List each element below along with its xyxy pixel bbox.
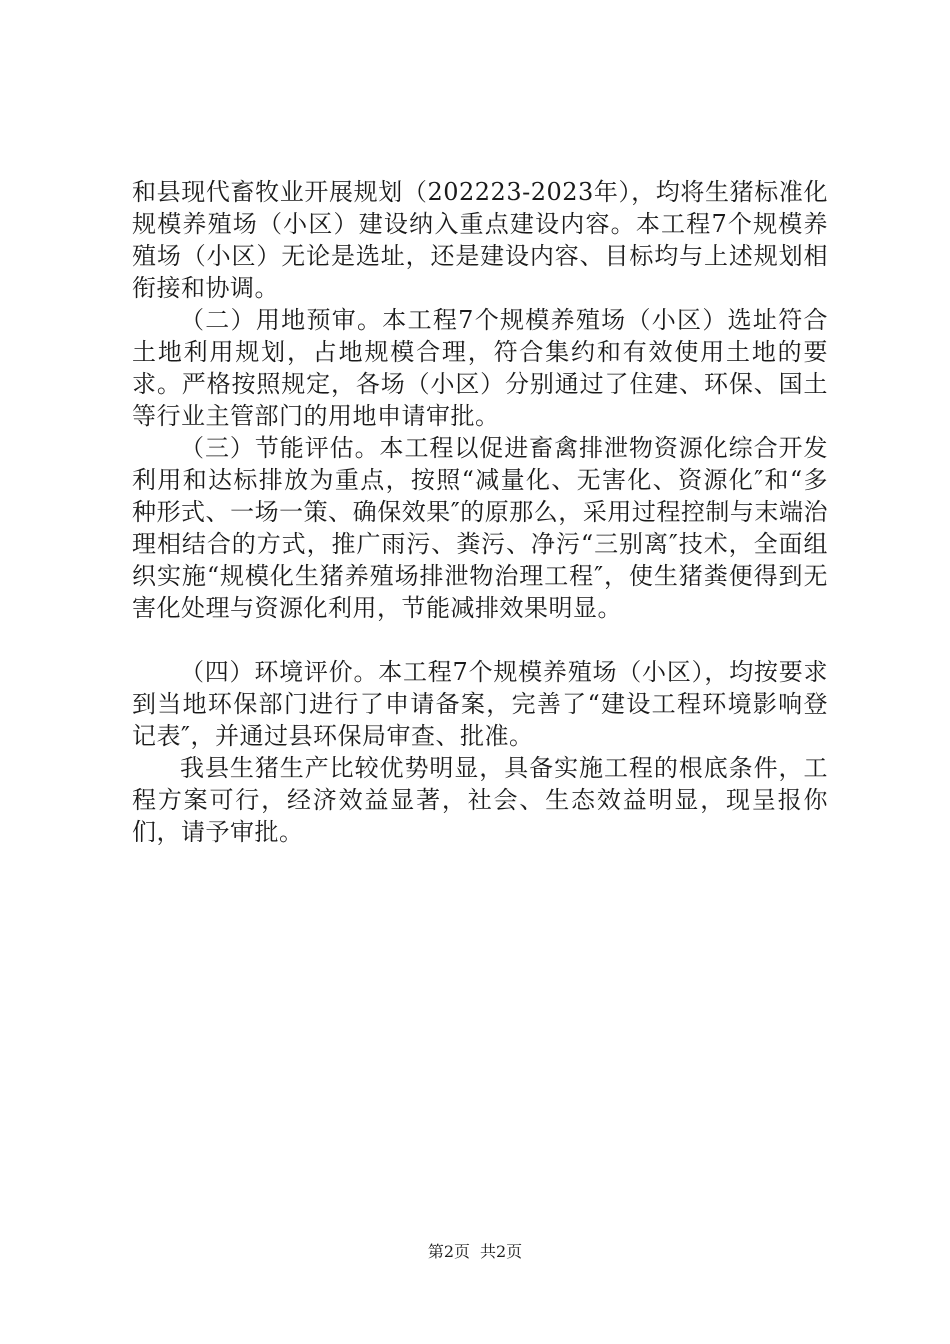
paragraph-land-use-review: （二）用地预审。本工程7个规模养殖场（小区）选址符合土地利用规划，占地规模合理，符合集约和有效使用土地的要求。严格按照规定，各场（小区）分别通过了住建、环保、国土等行业主管部门的用地申请审批。 <box>132 306 828 430</box>
page-total: 共2页 <box>480 1242 523 1261</box>
document-body <box>132 176 828 848</box>
paragraph-conclusion: 我县生猪生产比较优势明显，具备实施工程的根底条件，工程方案可行，经济效益显著，社会、生态效益明显，现呈报你们，请予审批。 <box>132 754 828 846</box>
page-number: 第2页 <box>427 1242 470 1261</box>
paragraph-environment-assessment: （四）环境评价。本工程7个规模养殖场（小区），均按要求到当地环保部门进行了申请备案，完善了“建设工程环境影响登记表″，并通过县环保局审查、批准。 <box>132 658 828 750</box>
paragraph-planning-continuation: 和县现代畜牧业开展规划（202223-2023年），均将生猪标准化规模养殖场（小区）建设纳入重点建设内容。本工程7个规模养殖场（小区）无论是选址，还是建设内容、目标均与上述规划相衔接和协调。 <box>132 178 828 302</box>
paragraph-energy-assessment: （三）节能评估。本工程以促进畜禽排泄物资源化综合开发利用和达标排放为重点，按照“减量化、无害化、资源化″和“多种形式、一场一策、确保效果″的原那么，采用过程控制与末端治理相结合的方式，推广雨污、粪污、净污“三别离″技术，全面组织实施“规模化生猪养殖场排泄物治理工程″，使生猪粪便得到无害化处理与资源化利用，节能减排效果明显。 <box>132 434 828 622</box>
paragraph-spacer <box>132 624 828 656</box>
page-footer <box>0 1240 950 1264</box>
